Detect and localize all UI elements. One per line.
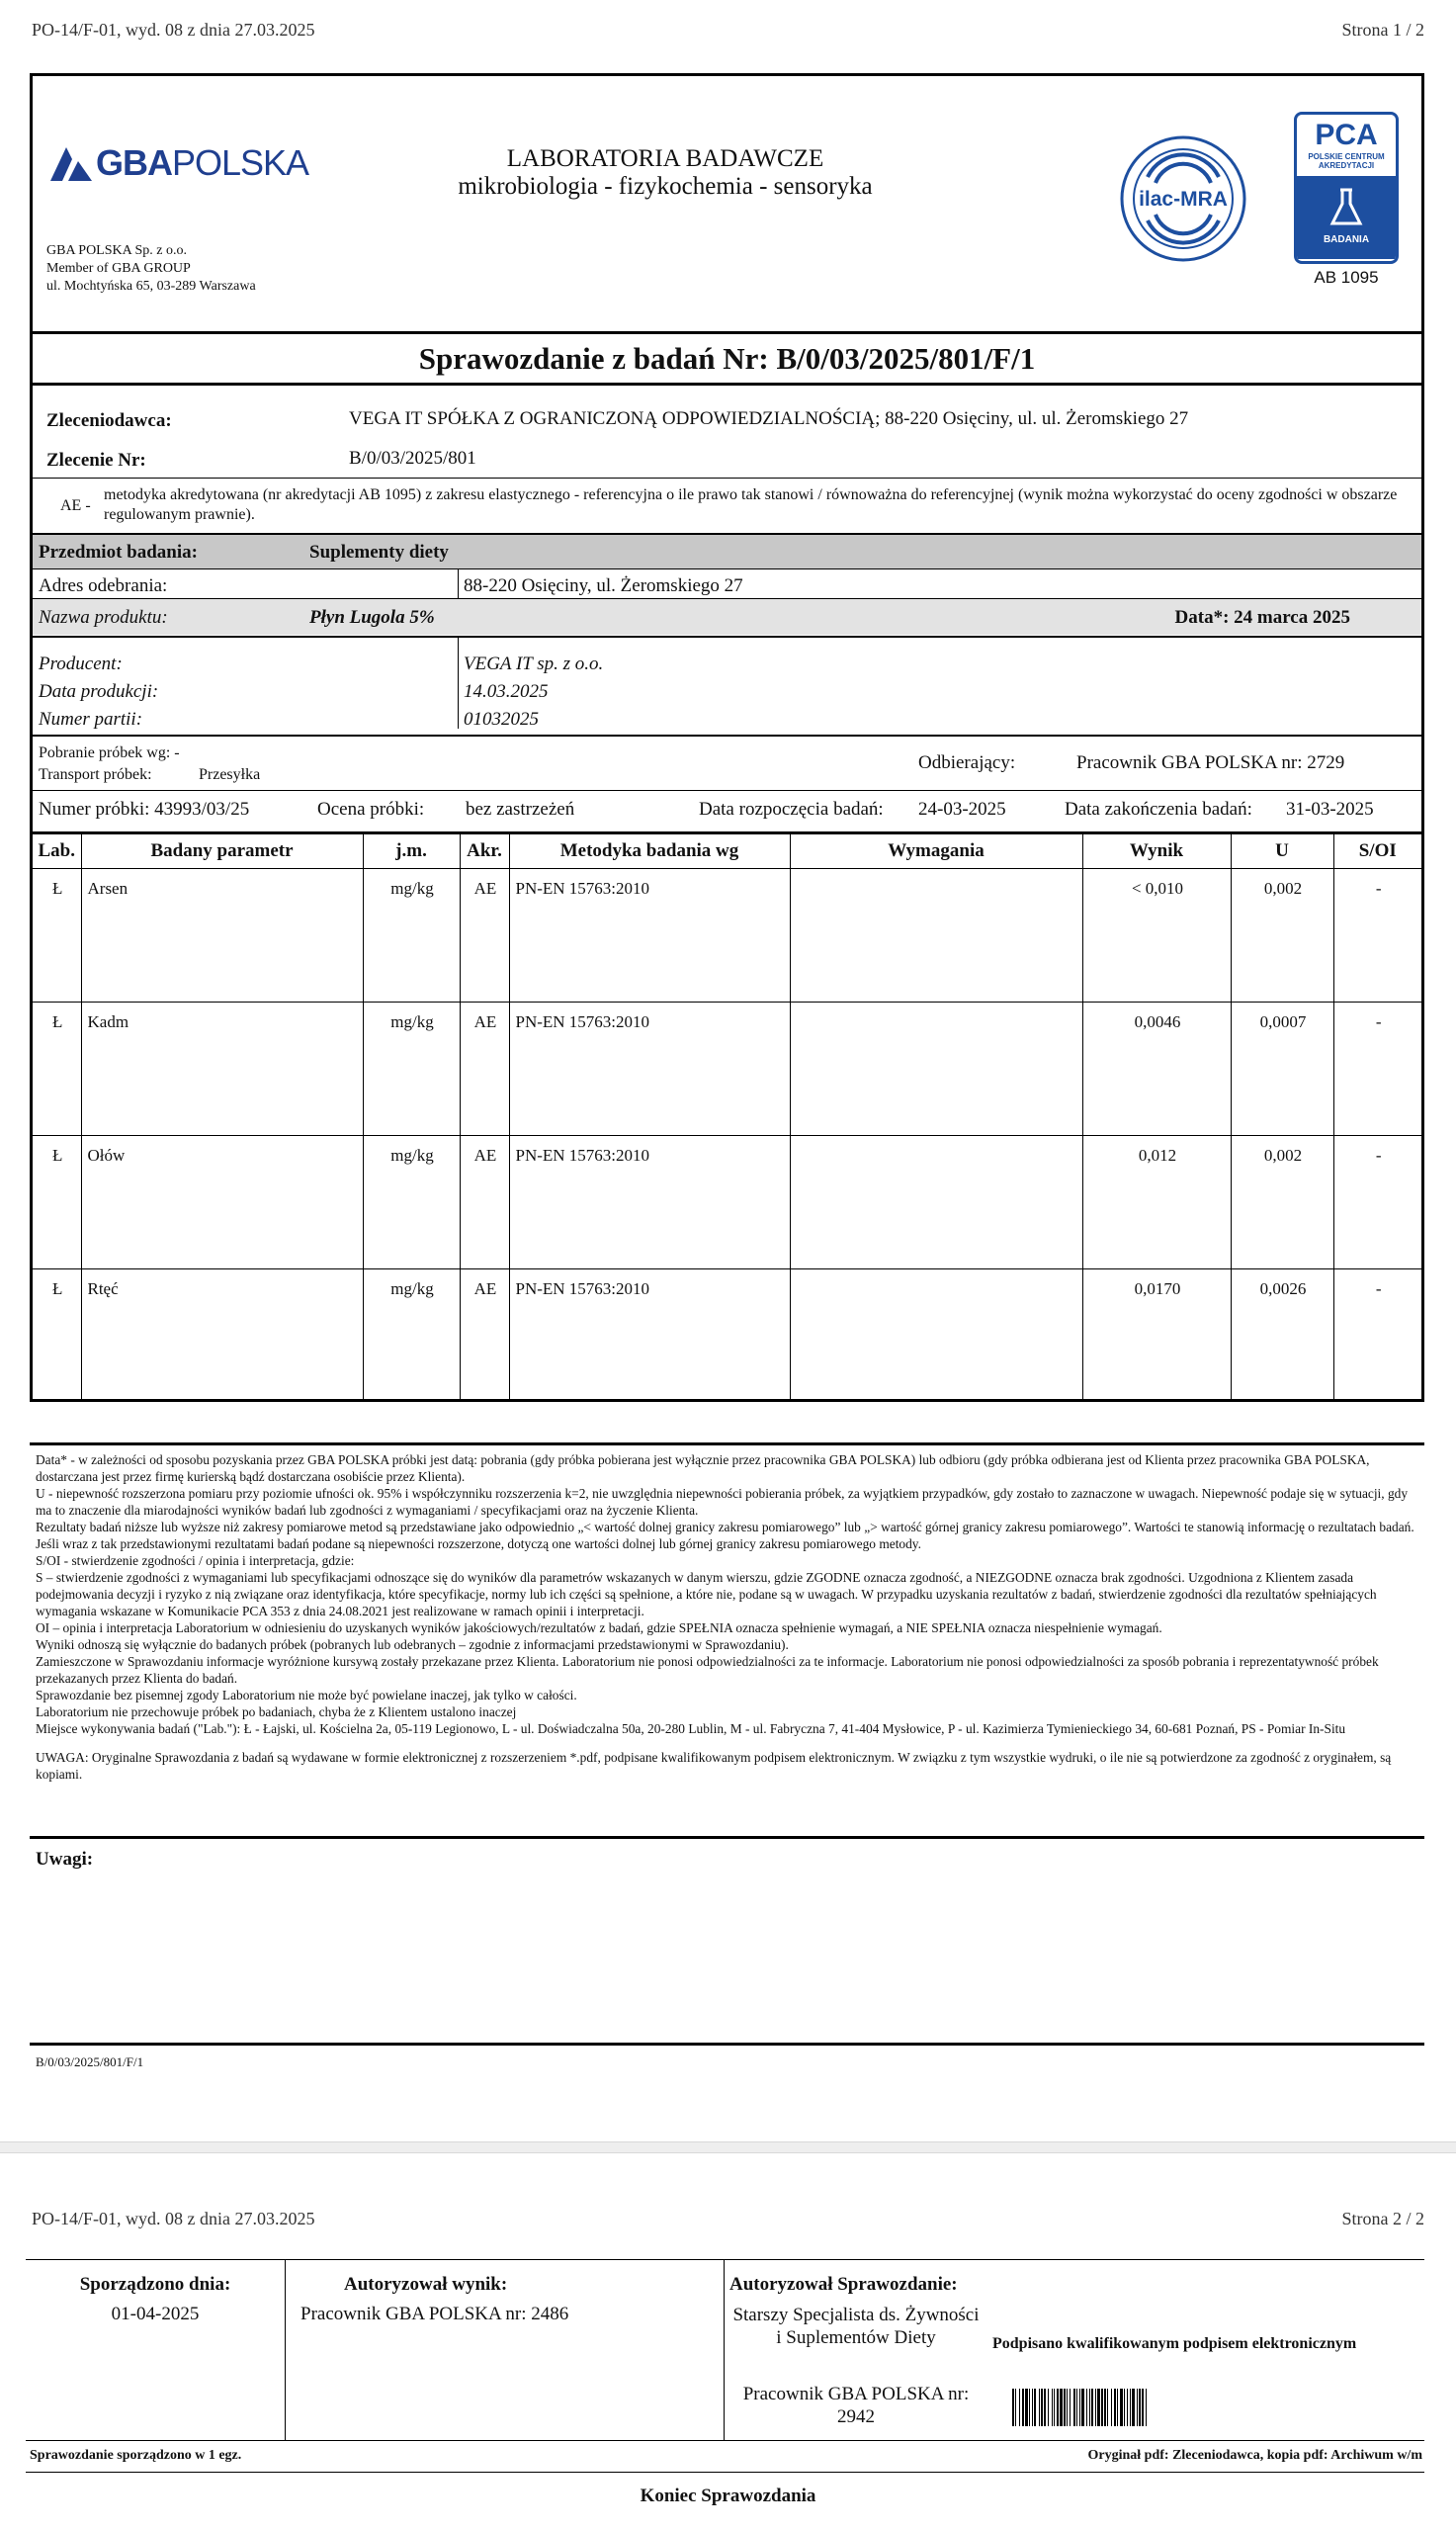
footnote: Sprawozdanie bez pisemnej zgody Laboratorium nie może być powielane inaczej, jak tylko w całości.: [36, 1688, 577, 1702]
sample-number: Numer próbki: 43993/03/25: [39, 799, 250, 820]
footnote: Laboratorium nie przechowuje próbek po badaniach, chyba że z Klientem ustalono inaczej: [36, 1704, 517, 1719]
cell-method: PN-EN 15763:2010: [509, 1269, 790, 1403]
subject-band: [33, 535, 1421, 568]
gba-logo: [48, 143, 308, 183]
pca-line: POLSKIE CENTRUM: [1308, 152, 1385, 161]
transport-label: Transport próbek:: [39, 766, 152, 783]
cell-parameter: Kadm: [81, 1003, 363, 1136]
lab-heading: [388, 145, 942, 201]
cell-unit: mg/kg: [363, 1269, 460, 1403]
assessment-label: Ocena próbki:: [317, 799, 425, 820]
cell-lab: Ł: [33, 1269, 81, 1403]
remarks-label: Uwagi:: [36, 1849, 94, 1870]
cell-result: 0,0170: [1082, 1269, 1231, 1403]
cell-conformity: -: [1333, 1003, 1421, 1136]
barcode: [1012, 2389, 1398, 2426]
cell-accreditation: AE: [460, 869, 509, 1003]
page-number: Strona 1 / 2: [1341, 20, 1424, 40]
footnote: Rezultaty badań niższe lub wyższe niż zakresy pomiarowe metod są przedstawiane jako odpowiednio „< wartość dolnej granicy zakresu pomiarowego” lub „> wartość górnej granicy zakresu pomiarowego”. Wartości te stanowią informację o rezultatach badań. Jeśli wraz z tak przedstawionymi rezultatami badań podane są niepewności rozszerzone, dotyczą one wartości dolnej lub górnej granicy zakresu pomiarowego metody.: [36, 1520, 1414, 1551]
authorized-result-label: Autoryzował wynik:: [344, 2274, 508, 2295]
results-header-row: [33, 834, 1421, 869]
end-label: Data zakończenia badań:: [1065, 799, 1252, 820]
flask-icon: [1327, 186, 1366, 229]
company-line: ul. Mochtyńska 65, 03-289 Warszawa: [46, 279, 256, 294]
cell-uncertainty: 0,002: [1231, 869, 1333, 1003]
cell-accreditation: AE: [460, 1269, 509, 1403]
end-value: 31-03-2025: [1286, 799, 1374, 820]
product-value: Płyn Lugola 5%: [309, 607, 435, 628]
gba-logo-mark-icon: [48, 143, 94, 183]
gba-logo-text: GBA: [96, 142, 172, 183]
client-label: Zleceniodawca:: [46, 410, 172, 431]
cell-uncertainty: 0,002: [1231, 1136, 1333, 1269]
page2-form-id: PO-14/F-01, wyd. 08 z dnia 27.03.2025: [32, 2209, 315, 2228]
col-result: Wynik: [1082, 834, 1231, 869]
table-row: [33, 1269, 1421, 1403]
report-frame: [30, 73, 1424, 1402]
lab-title: LABORATORIA BADAWCZE: [506, 145, 824, 172]
cell-requirements: [790, 869, 1082, 1003]
cell-lab: Ł: [33, 1136, 81, 1269]
ae-tag: AE -: [60, 497, 91, 514]
copies-note: Sprawozdanie sporządzono w 1 egz.: [30, 2448, 242, 2463]
cell-parameter: Rtęć: [81, 1269, 363, 1403]
authorized-report-role: Starszy Specjalista ds. Żywności i Suplementów Diety: [732, 2305, 980, 2348]
original-note: Oryginał pdf: Zleceniodawca, kopia pdf: Archiwum w/m: [1087, 2448, 1422, 2463]
sampling-method: Pobranie próbek wg: -: [39, 744, 180, 761]
authorized-report-worker: Pracownik GBA POLSKA nr: 2942: [742, 2384, 970, 2427]
prod-date-value: 14.03.2025: [464, 681, 549, 702]
authorized-report-label: Autoryzował Sprawozdanie:: [729, 2274, 958, 2295]
cell-method: PN-EN 15763:2010: [509, 869, 790, 1003]
footnote: Zamieszczone w Sprawozdaniu informacje wyróżnione kursywą zostały przekazane przez Klienta. Laboratorium nie ponosi odpowiedzialności za te informacje. Laboratorium nie ponosi odpowiedzialności za sposób pobrania i reprezentatywność próbek przekazanych przez Klienta do badań.: [36, 1654, 1379, 1686]
results-table: [33, 834, 1421, 1402]
product-label: Nazwa produktu:: [39, 607, 168, 628]
cell-conformity: -: [1333, 869, 1421, 1003]
ilac-text: ilac-MRA: [1139, 188, 1228, 211]
pca-line: AKREDYTACJI: [1318, 161, 1375, 170]
report-ref: B/0/03/2025/801/F/1: [36, 2054, 144, 2069]
col-method: Metodyka badania wg: [509, 834, 790, 869]
col-uncertainty: U: [1231, 834, 1333, 869]
address-value: 88-220 Osięciny, ul. Żeromskiego 27: [464, 575, 743, 596]
cell-unit: mg/kg: [363, 1136, 460, 1269]
ilac-mra-seal-icon: [1118, 133, 1248, 264]
cell-method: PN-EN 15763:2010: [509, 1003, 790, 1136]
company-line: GBA POLSKA Sp. z o.o.: [46, 243, 187, 258]
company-line: Member of GBA GROUP: [46, 261, 191, 276]
table-row: [33, 869, 1421, 1003]
address-label: Adres odebrania:: [39, 575, 168, 596]
footnote: Data* - w zależności od sposobu pozyskania przez GBA POLSKA próbki jest datą: pobrania (gdy próbka pobierana jest wyłącznie przez pracownika GBA POLSKA) lub odbioru (gdy próbka odbierana jest od Klienta przez pracownika GBA POLSKA, dostarczana jest przez firmę kurierską bądź dostarczana osobiście przez Klienta).: [36, 1452, 1370, 1484]
transport-value: Przesyłka: [199, 766, 261, 783]
cell-conformity: -: [1333, 1136, 1421, 1269]
col-parameter: Badany parametr: [81, 834, 363, 869]
prepared-label: Sporządzono dnia:: [79, 2274, 231, 2295]
prod-date-label: Data produkcji:: [39, 681, 159, 702]
table-row: [33, 1003, 1421, 1136]
pca-badge: [1294, 112, 1399, 288]
cell-lab: Ł: [33, 869, 81, 1003]
footnote: Wyniki odnoszą się wyłącznie do badanych próbek (pobranych lub odebranych – zgodnie z informacjami przedstawionymi w Sprawozdaniu).: [36, 1637, 789, 1652]
authorized-result-value: Pracownik GBA POLSKA nr: 2486: [300, 2304, 569, 2324]
cell-uncertainty: 0,0026: [1231, 1269, 1333, 1403]
cell-requirements: [790, 1003, 1082, 1136]
cell-parameter: Arsen: [81, 869, 363, 1003]
assessment-value: bez zastrzeżeń: [466, 799, 575, 820]
pca-badania: BADANIA: [1323, 234, 1370, 245]
producer-label: Producent:: [39, 654, 123, 674]
start-label: Data rozpoczęcia badań:: [699, 799, 884, 820]
lab-subtitle: mikrobiologia - fizykochemia - sensoryka: [458, 173, 873, 200]
footnote: S – stwierdzenie zgodności z wymaganiami lub specyfikacjami odnoszące się do wyników dla parametrów wskazanych w danym wierszu, gdzie ZGODNE oznacza zgodność, a NIEZGODNE oznacza brak zgodności. Uzgodniona z Klientem zasada podejmowania decyzji i ryzyko z nią związane oraz identyfikacja, które specyfikacje, normy lub ich części są spełnione, a które nie, podane są w uwagach. W przypadku uzyskania rezultatów z badań, stwierdzenie zgodności dla rezultatów spełniających wymagania wskazane w Komunikacie PCA 353 z dnia 24.08.2021 jest realizowane w ramach opinii i interpretacji.: [36, 1570, 1377, 1618]
cell-result: 0,0046: [1082, 1003, 1231, 1136]
prepared-date: 01-04-2025: [111, 2304, 200, 2324]
report-title: Sprawozdanie z badań Nr: B/0/03/2025/801/F/1: [418, 341, 1036, 376]
pca-logo-text: PCA: [1315, 119, 1378, 151]
page2-number: Strona 2 / 2: [1341, 2209, 1424, 2228]
footnote: U - niepewność rozszerzona pomiaru przy poziomie ufności ok. 95% i współczynniku rozszerzenia k=2, nie uwzględnia niepewności pobierania próbek, za wyjątkiem przypadków, gdy zostało to zaznaczone w uwagach. Niepewność podaje się w sytuacji, gdy ma to znaczenie dla miarodajności wyników badań lub zgodności z wymaganiami / specyfikacjami oraz na życzenie Klienta.: [36, 1486, 1409, 1518]
cell-method: PN-EN 15763:2010: [509, 1136, 790, 1269]
batch-value: 01032025: [464, 709, 539, 730]
client-value: VEGA IT SPÓŁKA Z OGRANICZONĄ ODPOWIEDZIALNOŚCIĄ; 88-220 Osięciny, ul. ul. Żeromskiego 27: [349, 408, 1189, 429]
order-value: B/0/03/2025/801: [349, 448, 476, 469]
cell-unit: mg/kg: [363, 1003, 460, 1136]
footnote: OI – opinia i interpretacja Laboratorium w odniesieniu do uzyskanych wyników jakościowych/rezultatów z badań, gdzie SPEŁNIA oznacza spełnienie wymagań, a NIE SPEŁNIA oznacza niespełnienie wymagań.: [36, 1620, 1162, 1635]
producer-value: VEGA IT sp. z o.o.: [464, 654, 604, 674]
footnote: Miejsce wykonywania badań ("Lab."): Ł - Łajski, ul. Kościelna 2a, 05-119 Legionowo, L - ul. Doświadczalna 50a, 20-280 Lublin, M - ul. Fabryczna 7, 41-404 Mysłowice, P - ul. Kazimierza Tymienieckiego 34, 60-681 Poznań, PS - Pomiar In-Situ: [36, 1721, 1346, 1736]
col-accreditation: Akr.: [460, 834, 509, 869]
e-signature-text: Podpisano kwalifikowanym podpisem elektronicznym: [992, 2335, 1357, 2352]
cell-requirements: [790, 1269, 1082, 1403]
cell-parameter: Ołów: [81, 1136, 363, 1269]
cell-result: < 0,010: [1082, 869, 1231, 1003]
col-lab: Lab.: [33, 834, 81, 869]
company-address: [46, 242, 256, 296]
receiver-value: Pracownik GBA POLSKA nr: 2729: [1076, 752, 1345, 773]
cell-uncertainty: 0,0007: [1231, 1003, 1333, 1136]
col-requirements: Wymagania: [790, 834, 1082, 869]
batch-label: Numer partii:: [39, 709, 143, 730]
uwaga-note: UWAGA: Oryginalne Sprawozdania z badań są wydawane w formie elektronicznej z rozszerzeniem *.pdf, podpisane kwalifikowanym podpisem elektronicznym. W związku z tym wszystkie wydruki, o ile nie są potwierdzone za zgodność z oryginałem, są kopiami.: [36, 1750, 1392, 1782]
gba-logo-polska: POLSKA: [172, 142, 309, 183]
col-unit: j.m.: [363, 834, 460, 869]
page-separator: [0, 2141, 1456, 2153]
receiver-label: Odbierający:: [918, 752, 1016, 773]
pca-number: AB 1095: [1314, 268, 1379, 287]
barcode-gap: [1147, 2389, 1150, 2426]
subject-label: Przedmiot badania:: [39, 542, 198, 563]
footnote: S/OI - stwierdzenie zgodności / opinia i interpretacja, gdzie:: [36, 1553, 355, 1568]
table-row: [33, 1136, 1421, 1269]
cell-requirements: [790, 1136, 1082, 1269]
cell-accreditation: AE: [460, 1003, 509, 1136]
results-table-wrap: [33, 834, 1421, 1402]
cell-lab: Ł: [33, 1003, 81, 1136]
cell-unit: mg/kg: [363, 869, 460, 1003]
signature-block: [26, 2259, 1424, 2441]
cell-result: 0,012: [1082, 1136, 1231, 1269]
page-form-id: PO-14/F-01, wyd. 08 z dnia 27.03.2025: [32, 20, 315, 40]
report-end: Koniec Sprawozdania: [640, 2486, 816, 2506]
product-date: Data*: 24 marca 2025: [1174, 607, 1350, 628]
subject-value: Suplementy diety: [309, 542, 449, 563]
start-value: 24-03-2025: [918, 799, 1006, 820]
ae-note-text: metodyka akredytowana (nr akredytacji AB 1095) z zakresu elastycznego - referencyjna o ile prawo tak stanowi / równoważna do referencyjnej (wynik można wykorzystać do oceny zgodności w obszarze regulowanym prawnie).: [104, 486, 1398, 523]
cell-accreditation: AE: [460, 1136, 509, 1269]
footnotes: [36, 1451, 1419, 1783]
order-label: Zlecenie Nr:: [46, 450, 146, 471]
cell-conformity: -: [1333, 1269, 1421, 1403]
col-conformity: S/OI: [1333, 834, 1421, 869]
